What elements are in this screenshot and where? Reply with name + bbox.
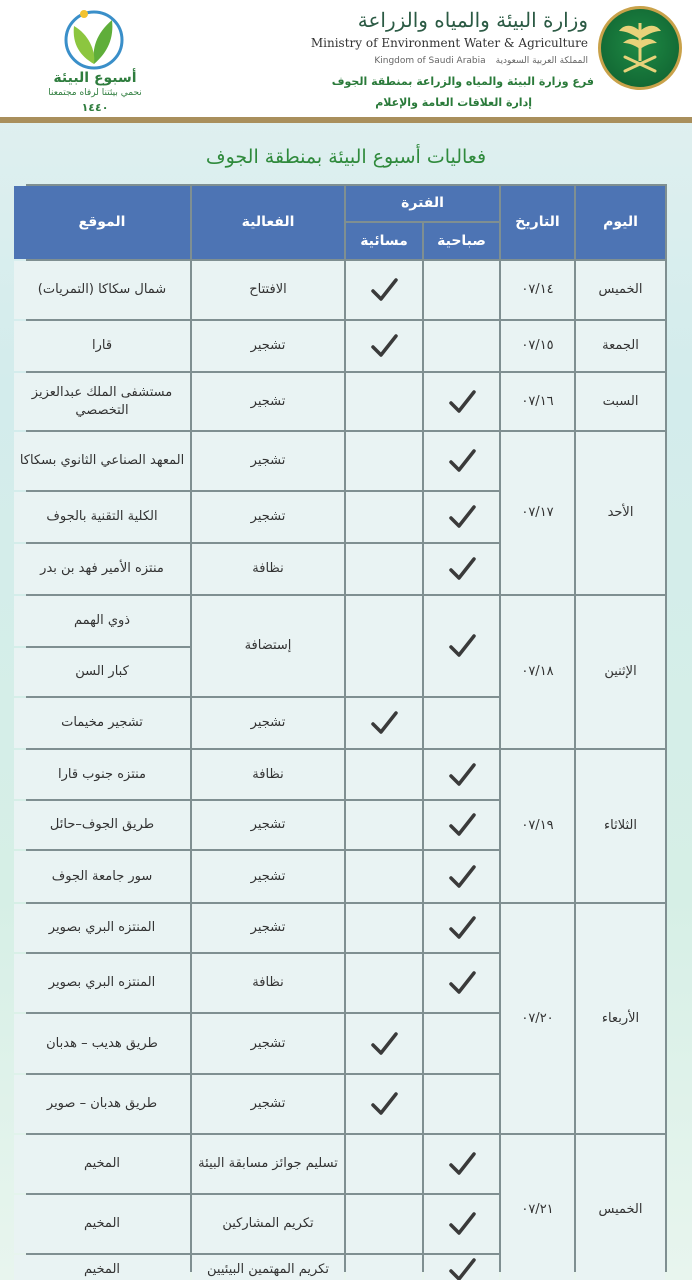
activity-cell: تشجير (192, 1075, 344, 1133)
day-cell: السبت (576, 373, 665, 430)
evening-cell (346, 544, 422, 594)
evening-cell (346, 954, 422, 1012)
location-cell: المعهد الصناعي الثانوي بسكاكا (14, 432, 190, 490)
header-date: التاريخ (501, 186, 574, 259)
location-cell: مستشفى الملك عبدالعزيز التخصصي (14, 373, 190, 430)
evening-cell (346, 1135, 422, 1193)
evening-cell (346, 801, 422, 849)
ministry-name-arabic: وزارة البيئة والمياه والزراعة (357, 8, 588, 32)
activity-cell: تشجير (192, 373, 344, 430)
evening-cell (346, 1195, 422, 1253)
morning-cell (424, 851, 499, 902)
location-cell: طريق هدبان – صوير (14, 1075, 190, 1133)
evening-cell (346, 904, 422, 952)
location-cell: ذوي الهمم (14, 596, 190, 646)
date-cell: ٠٧/١٩ (501, 750, 574, 902)
environment-week-slogan: نحمي بيئتنا لرفاه مجتمعنا (48, 88, 142, 98)
activity-cell: تشجير (192, 1014, 344, 1073)
activity-cell: تسليم جوائز مسابقة البيئة (192, 1135, 344, 1193)
date-cell: ٠٧/١٦ (501, 373, 574, 430)
checkmark-icon (447, 1149, 477, 1179)
morning-cell (424, 321, 499, 371)
evening-cell (346, 698, 422, 748)
checkmark-icon (447, 387, 477, 417)
activity-cell: تشجير (192, 698, 344, 748)
date-cell: ٠٧/١٤ (501, 261, 574, 319)
evening-cell (346, 492, 422, 542)
location-cell: المخيم (14, 1255, 190, 1280)
environment-week-year: ١٤٤٠ (81, 101, 109, 114)
kingdom-line (374, 56, 588, 66)
events-table (19, 184, 667, 1278)
environment-week-logo-icon (52, 4, 136, 70)
activity-cell: تشجير (192, 321, 344, 371)
evening-cell (346, 596, 422, 696)
location-cell: قارا (14, 321, 190, 371)
checkmark-icon (447, 631, 477, 661)
environment-week-title: أسبوع البيئة (53, 70, 137, 86)
activity-cell: تشجير (192, 801, 344, 849)
evening-cell (346, 321, 422, 371)
location-cell: منتزه الأمير فهد بن بدر (14, 544, 190, 594)
evening-cell (346, 432, 422, 490)
morning-cell (424, 373, 499, 430)
checkmark-icon (369, 708, 399, 738)
activity-cell: تكريم المهتمين البيئيين (192, 1255, 344, 1280)
morning-cell (424, 1195, 499, 1253)
evening-cell (346, 1255, 422, 1280)
morning-cell (424, 1135, 499, 1193)
evening-cell (346, 373, 422, 430)
checkmark-icon (447, 446, 477, 476)
activity-cell: نظافة (192, 954, 344, 1012)
day-cell: الإثنين (576, 596, 665, 748)
morning-cell (424, 1255, 499, 1280)
morning-cell (424, 801, 499, 849)
evening-cell (346, 851, 422, 902)
checkmark-icon (447, 968, 477, 998)
activity-cell: إستضافة (192, 596, 344, 696)
activity-cell: تشجير (192, 904, 344, 952)
activity-cell: تكريم المشاركين (192, 1195, 344, 1253)
date-cell: ٠٧/٢١ (501, 1135, 574, 1280)
day-cell: الخميس (576, 1135, 665, 1280)
date-cell: ٠٧/١٥ (501, 321, 574, 371)
activity-cell: تشجير (192, 492, 344, 542)
morning-cell (424, 261, 499, 319)
day-cell: الأحد (576, 432, 665, 594)
location-cell: طريق الجوف–حائل (14, 801, 190, 849)
checkmark-icon (447, 554, 477, 584)
checkmark-icon (447, 913, 477, 943)
header-activity: الفعالية (192, 186, 344, 259)
date-cell: ٠٧/٢٠ (501, 904, 574, 1133)
checkmark-icon (369, 1029, 399, 1059)
ministry-name-english: Ministry of Environment Water & Agriculture (310, 36, 588, 50)
morning-cell (424, 750, 499, 799)
kingdom-english: Kingdom of Saudi Arabia (374, 56, 486, 66)
day-cell: الجمعة (576, 321, 665, 371)
evening-cell (346, 1075, 422, 1133)
location-cell: منتزه جنوب قارا (14, 750, 190, 799)
location-cell: تشجير مخيمات (14, 698, 190, 748)
location-cell: المنتزه البري بصوير (14, 954, 190, 1012)
evening-cell (346, 261, 422, 319)
morning-cell (424, 954, 499, 1012)
checkmark-icon (447, 810, 477, 840)
checkmark-icon (369, 275, 399, 305)
header-day: اليوم (576, 186, 665, 259)
location-cell: طريق هديب – هدبان (14, 1014, 190, 1073)
checkmark-icon (447, 862, 477, 892)
morning-cell (424, 1075, 499, 1133)
header-evening: مسائية (346, 223, 422, 259)
evening-cell (346, 750, 422, 799)
morning-cell (424, 1014, 499, 1073)
location-cell: المخيم (14, 1195, 190, 1253)
branch-name: فرع وزارة البيئة والمياه والزراعة بمنطقة الجوف (331, 75, 594, 88)
location-cell: كبار السن (14, 648, 190, 696)
location-cell: شمال سكاكا (التمريات) (14, 261, 190, 319)
location-cell: المنتزه البري بصوير (14, 904, 190, 952)
checkmark-icon (369, 331, 399, 361)
header-period: الفترة (346, 186, 499, 221)
header-location: الموقع (14, 186, 190, 259)
morning-cell (424, 904, 499, 952)
activity-cell: تشجير (192, 851, 344, 902)
checkmark-icon (447, 1209, 477, 1239)
morning-cell (424, 492, 499, 542)
date-cell: ٠٧/١٨ (501, 596, 574, 748)
checkmark-icon (447, 760, 477, 790)
activity-cell: نظافة (192, 544, 344, 594)
location-cell: المخيم (14, 1135, 190, 1193)
activity-cell: تشجير (192, 432, 344, 490)
department-name: إدارة العلاقات العامة والإعلام (375, 96, 532, 109)
day-cell: الأربعاء (576, 904, 665, 1133)
date-cell: ٠٧/١٧ (501, 432, 574, 594)
header-divider (0, 117, 692, 123)
location-cell: الكلية التقنية بالجوف (14, 492, 190, 542)
activity-cell: الافتتاح (192, 261, 344, 319)
day-cell: الخميس (576, 261, 665, 319)
morning-cell (424, 432, 499, 490)
page-title: فعاليات أسبوع البيئة بمنطقة الجوف (205, 146, 487, 168)
checkmark-icon (447, 1255, 477, 1280)
checkmark-icon (447, 502, 477, 532)
day-cell: الثلاثاء (576, 750, 665, 902)
evening-cell (346, 1014, 422, 1073)
morning-cell (424, 596, 499, 696)
header-morning: صباحية (424, 223, 499, 259)
morning-cell (424, 698, 499, 748)
checkmark-icon (369, 1089, 399, 1119)
morning-cell (424, 544, 499, 594)
activity-cell: نظافة (192, 750, 344, 799)
kingdom-arabic: المملكة العربية السعودية (495, 56, 588, 66)
location-cell: سور جامعة الجوف (14, 851, 190, 902)
ministry-emblem-icon (598, 6, 682, 90)
